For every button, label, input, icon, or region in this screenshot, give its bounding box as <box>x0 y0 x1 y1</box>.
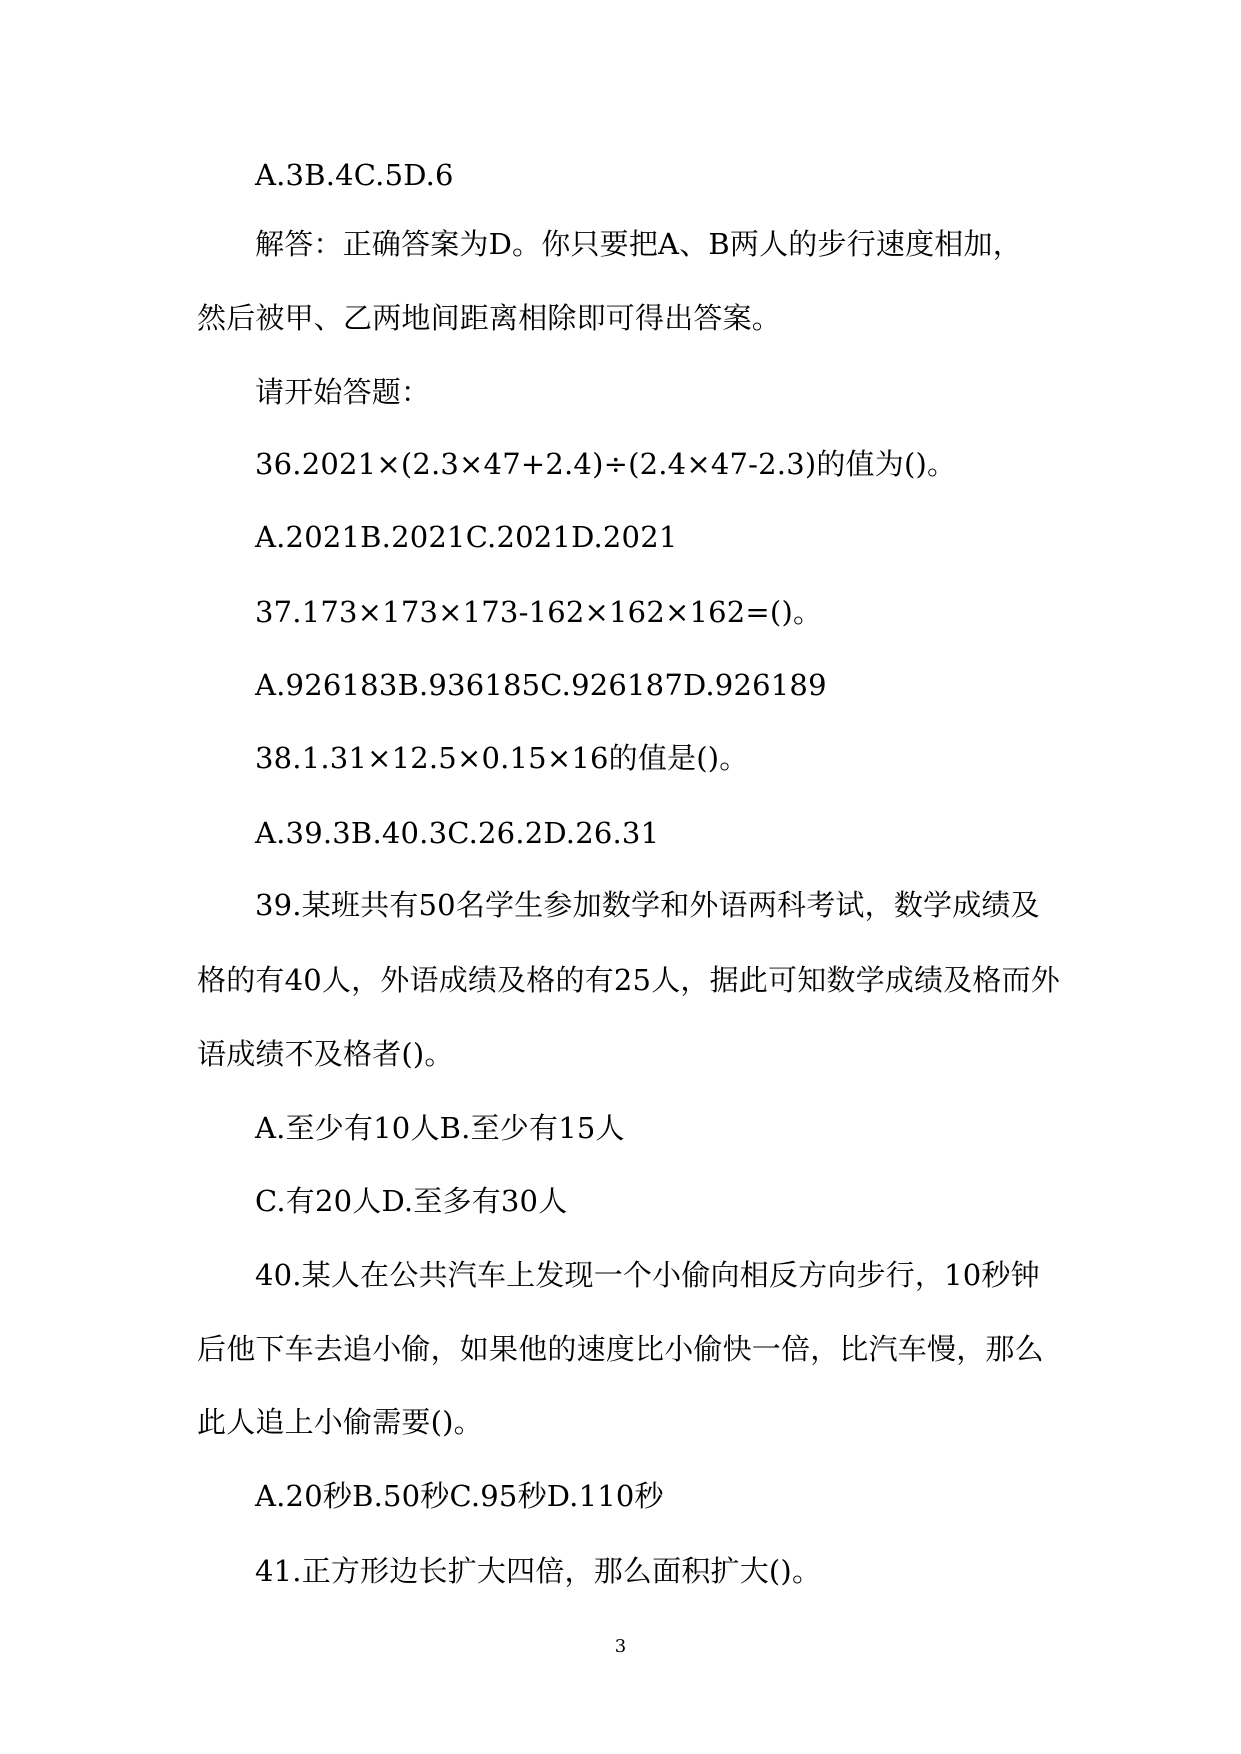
text-line-options-prev: A.3B.4C.5D.6 <box>255 158 454 192</box>
options-36: A.2021B.2021C.2021D.2021 <box>255 520 678 554</box>
options-37: A.926183B.936185C.926187D.926189 <box>255 668 827 702</box>
question-40: 40.某人在公共汽车上发现一个小偷向相反方向步行，10秒钟 <box>255 1258 1040 1292</box>
text-line-answer: 解答：正确答案为D。你只要把A、B两人的步行速度相加， <box>255 227 1022 261</box>
question-37: 37.173×173×173-162×162×162=()。 <box>255 595 823 629</box>
text-line-instruction: 请开始答题： <box>255 375 431 409</box>
question-36: 36.2021×(2.3×47+2.4)÷(2.4×47-2.3)的值为()。 <box>255 447 957 481</box>
options-40: A.20秒B.50秒C.95秒D.110秒 <box>255 1479 664 1513</box>
question-39-cont-1: 格的有40人，外语成绩及格的有25人，据此可知数学成绩及格而外 <box>197 963 1061 997</box>
options-39-ab: A.至少有10人B.至少有15人 <box>255 1111 625 1145</box>
question-41: 41.正方形边长扩大四倍，那么面积扩大()。 <box>255 1554 822 1588</box>
options-39-cd: C.有20人D.至多有30人 <box>255 1184 568 1218</box>
page-number: 3 <box>614 1636 627 1657</box>
question-40-cont-2: 此人追上小偷需要()。 <box>197 1405 483 1439</box>
question-39: 39.某班共有50名学生参加数学和外语两科考试，数学成绩及 <box>255 888 1040 922</box>
options-38: A.39.3B.40.3C.26.2D.26.31 <box>255 816 660 850</box>
question-38: 38.1.31×12.5×0.15×16的值是()。 <box>255 741 749 775</box>
text-line-answer-cont: 然后被甲、乙两地间距离相除即可得出答案。 <box>197 301 782 335</box>
question-40-cont-1: 后他下车去追小偷，如果他的速度比小偷快一倍，比汽车慢，那么 <box>197 1332 1044 1366</box>
question-39-cont-2: 语成绩不及格者()。 <box>197 1037 454 1071</box>
